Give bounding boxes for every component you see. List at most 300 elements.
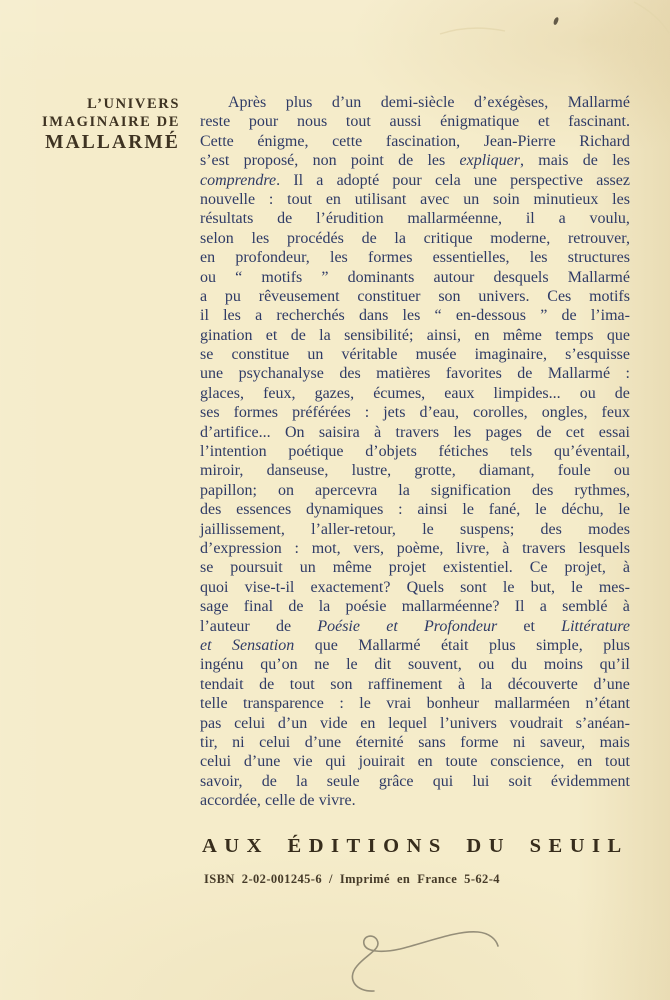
body-line	[200, 617, 630, 636]
body-line	[200, 539, 630, 558]
body-word: d’eau,	[419, 404, 459, 422]
body-word: les	[529, 249, 548, 267]
body-word: transparence	[243, 695, 324, 713]
body-word: à	[502, 539, 510, 557]
body-word: d’une	[593, 675, 630, 693]
body-word: vers,	[353, 539, 385, 557]
body-word: limpides...	[493, 384, 561, 402]
body-word: il	[200, 307, 209, 325]
body-word: les	[453, 423, 472, 441]
body-word: les	[402, 307, 421, 325]
body-word: :	[268, 190, 274, 208]
body-word: ou	[478, 656, 495, 674]
body-word: moderne,	[490, 229, 551, 247]
body-word: et	[265, 326, 278, 344]
body-word: plus	[285, 94, 313, 111]
body-word: que	[606, 326, 630, 344]
body-word: qu’éventail,	[554, 443, 630, 461]
body-word: celui	[200, 753, 232, 771]
body-word: poursuit	[230, 559, 283, 577]
body-line	[200, 364, 630, 383]
body-word: a	[200, 287, 208, 305]
body-word: pas	[200, 714, 222, 732]
body-word: moins	[543, 656, 583, 674]
body-word: aussi	[389, 113, 422, 131]
body-word: Mallarmé	[547, 365, 611, 383]
body-word: ou	[200, 268, 216, 286]
body-word: de	[277, 210, 293, 228]
body-word: tout	[287, 190, 313, 208]
body-word: utilisant	[354, 190, 407, 208]
body-word: motifs	[589, 287, 630, 305]
body-word: poétique	[288, 443, 344, 461]
body-word: Mallarmé	[567, 94, 630, 111]
body-line	[200, 209, 630, 228]
body-word: de	[582, 152, 598, 170]
body-word: d’exégèses,	[474, 94, 549, 111]
body-word: évidemment	[550, 772, 630, 790]
body-word: sans	[418, 733, 446, 751]
body-word: écumes,	[373, 384, 426, 402]
body-word: se	[200, 559, 214, 577]
body-word: d’artifice...	[200, 423, 271, 441]
body-word: en	[200, 249, 216, 267]
body-line	[200, 481, 630, 500]
body-word: s’est	[200, 152, 230, 170]
body-word: motifs	[261, 268, 303, 286]
body-word: nouvelle	[200, 190, 256, 208]
body-word: ses	[200, 404, 220, 422]
body-word: non	[312, 152, 337, 170]
body-word: s’anéan-	[575, 714, 630, 732]
body-word: mallarméenne,	[407, 210, 503, 228]
body-word: desquels	[493, 268, 549, 286]
isbn-imprint-line: ISBN 2-02-001245-6 / Imprimé en France 5-62-4	[204, 872, 500, 886]
body-word: bonheur	[426, 695, 480, 713]
body-word: de	[261, 772, 277, 790]
body-word: Mallarmé	[567, 268, 630, 286]
body-word: Profondeur	[424, 617, 498, 635]
body-word: les	[223, 307, 241, 325]
body-line	[200, 132, 630, 151]
body-word: s’esquisse	[565, 346, 630, 364]
body-word: d’un	[331, 94, 362, 111]
body-word: celle	[265, 792, 296, 810]
body-word: adopté	[336, 171, 380, 189]
body-word: procédés	[287, 229, 344, 247]
body-word: mallarméenne?	[401, 598, 500, 616]
body-word: tout	[605, 753, 630, 771]
body-word: à	[374, 423, 382, 441]
body-word: Quels	[406, 578, 444, 596]
body-word: résultats	[200, 210, 254, 228]
body-word: seule	[326, 772, 360, 790]
body-line	[200, 558, 630, 577]
body-line	[200, 171, 630, 190]
body-word: dominants	[347, 268, 415, 286]
body-word: semblé	[562, 598, 608, 616]
body-word: Littérature	[561, 617, 630, 635]
body-word: les	[427, 152, 446, 170]
body-word: souvent,	[407, 656, 462, 674]
body-word: mallarméen	[494, 695, 571, 713]
body-word: en	[325, 190, 341, 208]
body-word: Sensation	[232, 636, 295, 654]
body-word: essences	[236, 501, 292, 519]
body-word: éternité	[355, 733, 404, 751]
body-word: univers.	[478, 287, 530, 305]
body-word: miroir,	[200, 462, 244, 480]
body-word: plus	[603, 636, 630, 654]
body-word: qu’on	[260, 656, 298, 674]
body-word: de	[361, 229, 377, 247]
body-word: la	[480, 675, 493, 693]
body-word: énigmatique	[440, 113, 520, 131]
body-line	[200, 345, 630, 364]
body-word: d’expression	[200, 539, 282, 557]
body-word: danseuse,	[266, 462, 329, 480]
body-word: tout	[345, 113, 371, 131]
body-line	[200, 384, 630, 403]
body-word: le	[618, 501, 630, 519]
body-word: la	[296, 772, 308, 790]
body-word: de	[614, 384, 630, 402]
body-word: n’étant	[585, 695, 630, 713]
body-word: Ces	[547, 287, 572, 305]
body-line	[200, 578, 630, 597]
body-word: savoir,	[200, 772, 243, 790]
body-word: modes	[588, 520, 630, 538]
body-word: une	[473, 171, 497, 189]
body-word: l’auteur	[200, 617, 250, 635]
body-word: ”	[540, 307, 548, 325]
body-word: fascinant.	[568, 113, 630, 131]
body-word: projet	[388, 559, 427, 577]
body-word: la	[319, 326, 331, 344]
body-word: de	[275, 617, 292, 635]
body-word: l’aller-retour,	[311, 520, 396, 538]
body-word: que	[314, 636, 338, 654]
body-word: :	[339, 695, 344, 713]
body-word: signification	[430, 481, 511, 499]
body-word: conscience,	[490, 753, 565, 771]
body-word: essentielles,	[432, 249, 510, 267]
body-word: ainsi,	[426, 326, 461, 344]
body-word: forme	[460, 733, 499, 751]
body-word: un	[299, 559, 316, 577]
publisher-line: AUX ÉDITIONS DU SEUIL	[202, 835, 629, 857]
body-word: dit	[374, 656, 392, 674]
body-word: son	[438, 287, 461, 305]
body-word: à	[622, 598, 630, 616]
body-word: la	[318, 598, 331, 616]
body-word: a	[558, 210, 566, 228]
body-word: autour	[433, 268, 475, 286]
body-word: sensibilité;	[344, 326, 414, 344]
body-line	[200, 772, 630, 791]
body-word: celui	[259, 733, 291, 751]
body-line	[200, 500, 630, 519]
body-word: voulu,	[589, 210, 630, 228]
body-word: l’érudition	[316, 210, 384, 228]
body-word: but,	[530, 578, 556, 596]
body-word: perspective	[510, 171, 584, 189]
body-word: Jean-Pierre	[483, 132, 556, 150]
body-line	[200, 190, 630, 209]
body-word: “	[434, 307, 442, 325]
body-word: a	[539, 598, 547, 616]
body-word: de	[536, 423, 552, 441]
body-word: Après	[228, 94, 267, 111]
body-word: en	[577, 753, 593, 771]
body-word: fascination,	[385, 132, 461, 150]
body-word: corolles,	[473, 404, 528, 422]
body-word: de	[299, 792, 315, 810]
body-line	[200, 423, 630, 442]
body-word: :	[398, 501, 403, 519]
ink-speck	[553, 17, 559, 26]
body-word: point	[350, 152, 384, 170]
body-word: Cette	[200, 132, 234, 150]
body-line	[200, 403, 630, 422]
body-word: des	[200, 501, 222, 519]
body-word: plus	[488, 636, 516, 654]
body-word: diamant,	[479, 462, 535, 480]
body-word: le	[346, 656, 358, 674]
body-line	[200, 461, 630, 480]
body-word: la	[398, 481, 410, 499]
body-word: pages	[485, 423, 522, 441]
body-word: pour	[248, 113, 279, 131]
body-word: en	[360, 714, 376, 732]
body-word: ainsi	[417, 501, 448, 519]
body-word: une	[200, 365, 224, 383]
body-word: le	[502, 578, 515, 596]
body-word: lui	[472, 772, 490, 790]
body-word: simple,	[536, 636, 583, 654]
body-word: jouirait	[358, 753, 405, 771]
body-line	[200, 306, 630, 325]
body-word: avec	[420, 190, 450, 208]
body-word: formes	[233, 404, 279, 422]
body-word: Il	[514, 598, 525, 616]
body-word: feux,	[263, 384, 296, 402]
body-word: final	[243, 598, 274, 616]
body-word: un	[463, 190, 480, 208]
body-word: qu’il	[599, 656, 630, 674]
body-word: livre,	[456, 539, 490, 557]
body-word: formes	[368, 249, 413, 267]
title-line-1: L’UNIVERS	[87, 96, 180, 112]
body-word: le	[571, 578, 583, 596]
body-word: de	[290, 326, 306, 344]
body-word: retrouver,	[567, 229, 630, 247]
body-word: il	[525, 210, 535, 228]
body-word: préférées	[292, 404, 351, 422]
body-word: les	[330, 249, 348, 267]
body-line	[200, 151, 630, 170]
body-word: toute	[445, 753, 478, 771]
body-word: mot,	[311, 539, 341, 557]
body-line	[200, 714, 630, 733]
body-word: et	[200, 636, 212, 654]
body-line	[200, 326, 630, 345]
body-word: proposé,	[243, 152, 299, 170]
body-word: critique	[423, 229, 473, 247]
body-word: les	[612, 152, 630, 170]
body-word: a	[316, 171, 324, 189]
body-line	[200, 287, 630, 306]
body-word: mais	[599, 733, 630, 751]
body-word: à	[457, 675, 466, 693]
body-word: et	[523, 617, 535, 635]
body-word: même	[502, 326, 542, 344]
body-word: découverte	[507, 675, 578, 693]
body-word: tout	[289, 675, 315, 693]
body-word: des	[540, 520, 562, 538]
body-word: quoi	[200, 578, 229, 596]
body-word: qui	[325, 753, 346, 771]
body-line	[200, 791, 630, 810]
body-word: “	[235, 268, 243, 286]
body-line	[200, 597, 630, 616]
body-word: le	[422, 520, 434, 538]
body-word: rêveusement	[258, 287, 340, 305]
body-word: même	[332, 559, 372, 577]
body-word: raffinement	[368, 675, 443, 693]
body-word: profondeur,	[235, 249, 310, 267]
body-word: tendait	[200, 675, 244, 693]
body-word: le	[535, 501, 547, 519]
body-word: apercevra	[315, 481, 378, 499]
body-word: expliquer,	[459, 152, 524, 170]
body-word: son	[330, 675, 353, 693]
body-word: saveur,	[540, 733, 586, 751]
body-line	[200, 752, 630, 771]
body-word: ”	[321, 268, 329, 286]
body-word: jaillissement,	[200, 520, 285, 538]
body-word: Ce	[529, 559, 548, 577]
body-word: de	[288, 598, 304, 616]
body-word: déchu,	[561, 501, 604, 519]
body-line	[200, 675, 630, 694]
body-word: gination	[200, 326, 253, 344]
body-word: :	[625, 365, 630, 383]
body-word: Mallarmé	[358, 636, 421, 654]
body-word: saisira	[318, 423, 360, 441]
body-word: tels	[510, 443, 533, 461]
body-word: d’objets	[365, 443, 417, 461]
body-word: projet,	[564, 559, 606, 577]
body-word: vrai	[386, 695, 412, 713]
body-word: se	[200, 346, 214, 364]
body-line	[200, 268, 630, 287]
body-word: grotte,	[414, 462, 456, 480]
body-word: ongles,	[541, 404, 588, 422]
body-word: l’ima-	[590, 307, 630, 325]
body-word: temps	[555, 326, 594, 344]
body-line	[200, 248, 630, 267]
body-word: les	[251, 229, 270, 247]
body-line	[200, 733, 630, 752]
body-word: travers	[395, 423, 440, 441]
body-word: et	[386, 617, 398, 635]
body-word: accordée,	[200, 792, 261, 810]
body-word: :	[364, 404, 370, 422]
body-word: imaginaire,	[474, 346, 547, 364]
body-word: essai	[598, 423, 630, 441]
title-block	[18, 95, 180, 153]
body-word: dynamiques	[306, 501, 384, 519]
body-word: qui	[432, 772, 454, 790]
body-word: suspens;	[460, 520, 515, 538]
body-word: celui	[234, 714, 266, 732]
body-line	[200, 442, 630, 461]
body-word: ne	[314, 656, 330, 674]
body-word: et	[537, 113, 550, 131]
body-word: eaux	[444, 384, 475, 402]
body-word: favorites	[445, 365, 502, 383]
body-word: on	[277, 481, 294, 499]
body-word: poème,	[396, 539, 444, 557]
body-word: en	[474, 326, 490, 344]
body-word: mes-	[598, 578, 630, 596]
body-word: le	[462, 501, 474, 519]
body-word: des	[531, 481, 554, 499]
body-word: fétiches	[438, 443, 489, 461]
body-word: ni	[513, 733, 526, 751]
body-word: en-dessous	[455, 307, 527, 325]
body-word: sont	[460, 578, 487, 596]
body-word: du	[511, 656, 528, 674]
body-line	[200, 694, 630, 713]
body-word: reste	[200, 113, 231, 131]
body-word: recherchés	[276, 307, 345, 325]
body-word: glaces,	[200, 384, 244, 402]
body-word: ou	[579, 384, 596, 402]
body-word: travers	[522, 539, 566, 557]
body-line	[200, 93, 630, 112]
body-word: était	[440, 636, 469, 654]
body-word: Poésie	[317, 617, 360, 635]
body-word: dans	[358, 307, 389, 325]
body-line	[200, 520, 630, 539]
body-word: exactement?	[310, 578, 391, 596]
body-word: soit	[508, 772, 532, 790]
body-word: nous	[296, 113, 328, 131]
body-word: de	[259, 675, 275, 693]
body-line	[200, 112, 630, 131]
body-word: matières	[376, 365, 431, 383]
body-word: assez	[596, 171, 630, 189]
body-word: pu	[224, 287, 241, 305]
body-word: ingénu	[200, 656, 244, 674]
body-word: On	[284, 423, 305, 441]
body-word: structures	[567, 249, 630, 267]
body-word: sage	[200, 598, 229, 616]
body-text	[200, 93, 630, 810]
body-word: jets	[383, 404, 406, 422]
body-line	[200, 229, 630, 248]
body-word: existentiel.	[443, 559, 513, 577]
title-line-2: IMAGINAIRE DE	[41, 114, 180, 130]
body-word: musée	[415, 346, 457, 364]
body-word: :	[294, 539, 299, 557]
body-word: telle	[200, 695, 228, 713]
body-word: en	[417, 753, 433, 771]
body-word: d’une	[243, 753, 281, 771]
body-word: constituer	[357, 287, 421, 305]
